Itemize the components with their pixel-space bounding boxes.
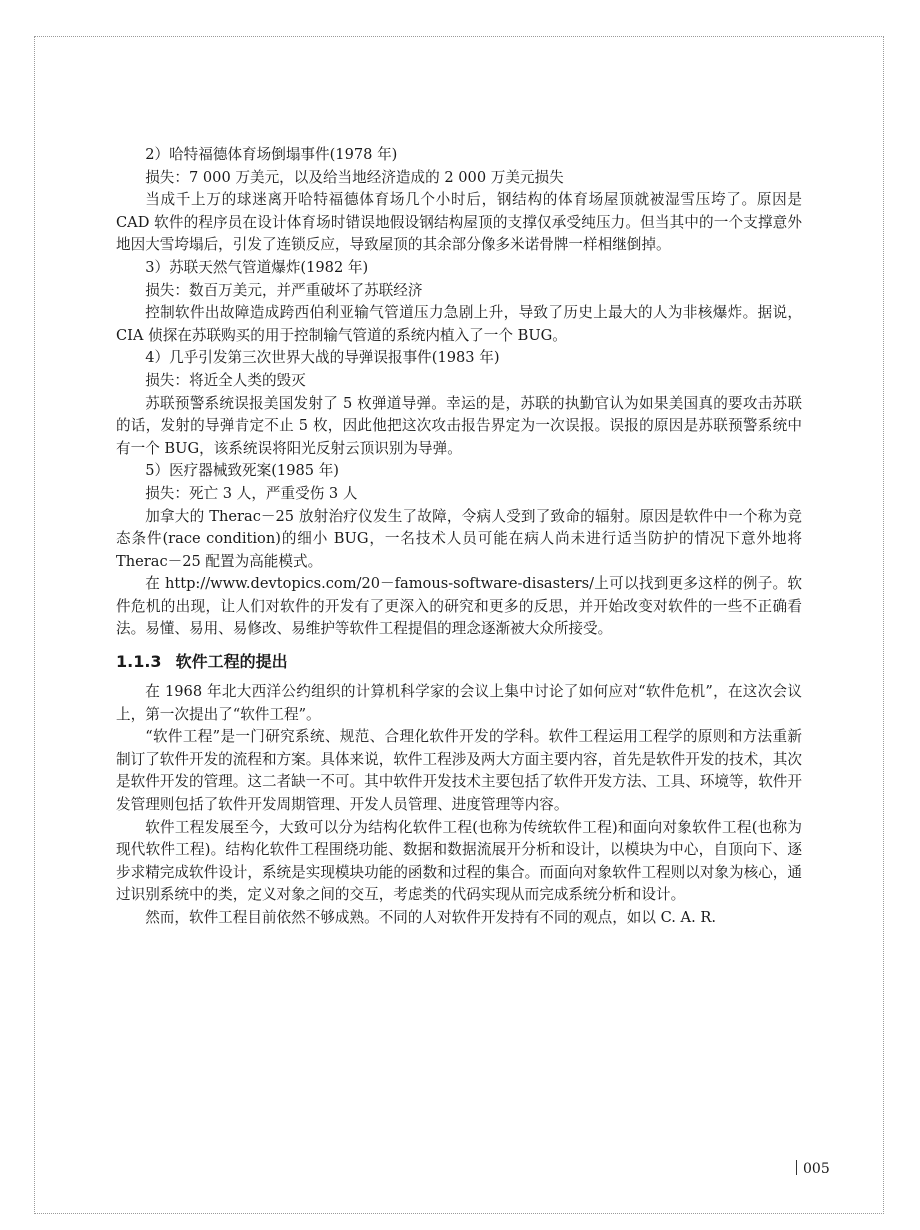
page-body xyxy=(116,144,802,930)
loss-line: 损失：数百万美元，并严重破坏了苏联经济 xyxy=(145,281,423,299)
body-paragraph: 然而，软件工程目前依然不够成熟。不同的人对软件开发持有不同的观点，如以 C. A. R. xyxy=(145,909,716,926)
section-heading xyxy=(116,651,802,673)
body-paragraph: 加拿大的 Therac－25 放射治疗仪发生了故障，令病人受到了致命的辐射。原因是软件中一个称为竞态条件(race condition)的细小 BUG，一名技术人员可能在病人尚未进行适当防护的情况下意外地将 Therac－25 配置为高能模式。 xyxy=(116,507,802,570)
section-body xyxy=(116,681,802,930)
case-heading: 5）医疗器械致死案(1985 年) xyxy=(145,462,339,480)
section-number: 1.1.3 xyxy=(116,652,162,672)
body-paragraph: 当成千上万的球迷离开哈特福德体育场几个小时后，钢结构的体育场屋顶就被湿雪压垮了。原因是 CAD 软件的程序员在设计体育场时错误地假设钢结构屋顶的支撑仅承受纯压力。但当其中的一个支撑意外地因大雪垮塌后，引发了连锁反应，导致屋顶的其余部分像多米诺骨牌一样相继倒掉。 xyxy=(116,191,802,254)
folio-rule xyxy=(796,1160,797,1175)
body-paragraph: 在 http://www.devtopics.com/20－famous-software-disasters/上可以找到更多这样的例子。软件危机的出现，让人们对软件的开发有了更深入的研究和更多的反思，并开始改变对软件的一些不正确看法。易懂、易用、易修改、易维护等软件工程提倡的理念逐渐被大众所接受。 xyxy=(116,575,802,638)
body-paragraph: 在 1968 年北大西洋公约组织的计算机科学家的会议上集中讨论了如何应对“软件危机”，在这次会议上，第一次提出了“软件工程”。 xyxy=(116,683,802,723)
loss-line: 损失：7 000 万美元，以及给当地经济造成的 2 000 万美元损失 xyxy=(145,168,564,186)
page-number-text: 005 xyxy=(803,1161,830,1177)
case-heading: 4）几乎引发第三次世界大战的导弹误报事件(1983 年) xyxy=(145,349,500,367)
loss-line: 损失：将近全人类的毁灭 xyxy=(145,371,306,389)
loss-line: 损失：死亡 3 人，严重受伤 3 人 xyxy=(145,484,358,502)
case-heading: 3）苏联天然气管道爆炸(1982 年) xyxy=(145,258,369,276)
body-paragraph: 苏联预警系统误报美国发射了 5 枚弹道导弹。幸运的是，苏联的执勤官认为如果美国真的要攻击苏联的话，发射的导弹肯定不止 5 枚，因此他把这次攻击报告界定为一次误报。误报的原因是苏联预警系统中有一个 BUG，该系统误将阳光反射云顶识别为导弹。 xyxy=(116,394,802,457)
page-number xyxy=(796,1160,830,1177)
case-heading: 2）哈特福德体育场倒塌事件(1978 年) xyxy=(145,146,398,163)
body-paragraph: “软件工程”是一门研究系统、规范、合理化软件开发的学科。软件工程运用工程学的原则和方法重新制订了软件开发的流程和方案。具体来说，软件工程涉及两大方面主要内容，首先是软件开发的技术，其次是软件开发的管理。这二者缺一不可。其中软件开发技术主要包括了软件开发方法、工具、环境等，软件开发管理则包括了软件开发周期管理、开发人员管理、进度管理等内容。 xyxy=(116,728,802,814)
body-paragraph: 软件工程发展至今，大致可以分为结构化软件工程(也称为传统软件工程)和面向对象软件工程(也称为现代软件工程)。结构化软件工程围绕功能、数据和数据流展开分析和设计，以模块为中心，自顶向下、逐步求精完成软件设计，系统是实现模块功能的函数和过程的集合。而面向对象软件工程则以对象为核心，通过识别系统中的类，定义对象之间的交互，考虑类的代码实现从而完成系统分析和设计。 xyxy=(116,818,802,904)
section-title: 软件工程的提出 xyxy=(175,652,288,672)
body-paragraph: 控制软件出故障造成跨西伯利亚输气管道压力急剧上升，导致了历史上最大的人为非核爆炸。据说，CIA 侦探在苏联购买的用于控制输气管道的系统内植入了一个 BUG。 xyxy=(116,304,802,344)
case-list xyxy=(116,144,802,641)
